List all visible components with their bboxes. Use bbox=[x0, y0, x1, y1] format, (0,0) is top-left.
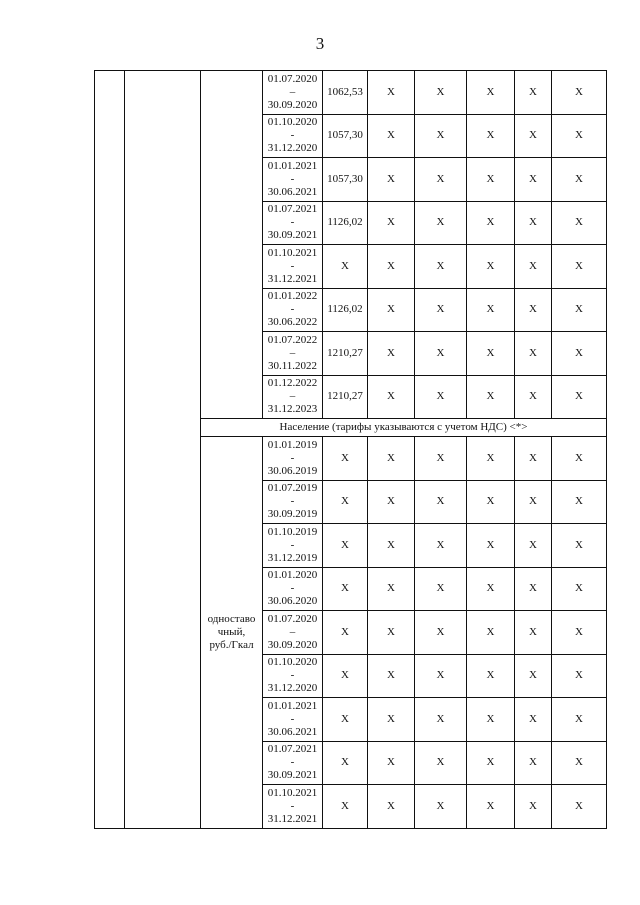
period-to: 31.12.2020 bbox=[267, 142, 318, 155]
period-cell bbox=[263, 524, 323, 568]
period-from: 01.10.2021 bbox=[267, 246, 318, 259]
period-cell bbox=[263, 71, 323, 115]
period-separator: - bbox=[290, 303, 295, 316]
mark-cell: X bbox=[552, 114, 607, 158]
mark-cell: X bbox=[415, 654, 467, 698]
period-cell bbox=[263, 785, 323, 829]
period-cell bbox=[263, 437, 323, 481]
mark-cell: X bbox=[552, 71, 607, 115]
mark-cell: X bbox=[368, 654, 415, 698]
mark-cell: X bbox=[415, 611, 467, 655]
period-to: 30.06.2019 bbox=[267, 464, 318, 477]
mark-cell: X bbox=[552, 288, 607, 332]
value-cell: 1210,27 bbox=[323, 332, 368, 376]
tariff-table bbox=[94, 70, 607, 829]
mark-cell: X bbox=[415, 741, 467, 785]
unit-label-cell bbox=[201, 437, 263, 829]
mark-cell: X bbox=[515, 245, 552, 289]
tariff-table-body bbox=[95, 71, 607, 829]
period-separator: - bbox=[290, 799, 295, 812]
mark-cell: X bbox=[552, 158, 607, 202]
period-to: 30.11.2022 bbox=[267, 359, 318, 372]
value-cell: 1057,30 bbox=[323, 158, 368, 202]
mark-cell: X bbox=[415, 114, 467, 158]
mark-cell: X bbox=[467, 158, 515, 202]
period-from: 01.10.2020 bbox=[267, 656, 318, 669]
period-from: 01.12.2022 bbox=[267, 377, 318, 390]
section-header: Население (тарифы указываются с учетом НДС) <*> bbox=[201, 419, 607, 437]
mark-cell: X bbox=[467, 480, 515, 524]
period-cell bbox=[263, 567, 323, 611]
period-from: 01.01.2021 bbox=[267, 159, 318, 172]
mark-cell: X bbox=[415, 480, 467, 524]
mark-cell: X bbox=[368, 158, 415, 202]
mark-cell: X bbox=[415, 201, 467, 245]
table-row bbox=[95, 71, 607, 115]
value-cell: X bbox=[323, 611, 368, 655]
mark-cell: X bbox=[467, 611, 515, 655]
mark-cell: X bbox=[467, 437, 515, 481]
period-separator: - bbox=[290, 756, 295, 769]
mark-cell: X bbox=[415, 698, 467, 742]
period-cell bbox=[263, 288, 323, 332]
period-from: 01.07.2019 bbox=[267, 482, 318, 495]
period-separator: – bbox=[289, 390, 296, 403]
period-from: 01.07.2022 bbox=[267, 333, 318, 346]
mark-cell: X bbox=[415, 288, 467, 332]
mark-cell: X bbox=[515, 114, 552, 158]
period-cell bbox=[263, 654, 323, 698]
period-cell bbox=[263, 114, 323, 158]
mark-cell: X bbox=[552, 201, 607, 245]
value-cell: X bbox=[323, 437, 368, 481]
unit-label-line: одноставо bbox=[207, 612, 256, 625]
period-to: 30.06.2020 bbox=[267, 595, 318, 608]
period-from: 01.01.2022 bbox=[267, 290, 318, 303]
period-cell bbox=[263, 611, 323, 655]
mark-cell: X bbox=[368, 611, 415, 655]
value-cell: X bbox=[323, 698, 368, 742]
value-cell: X bbox=[323, 480, 368, 524]
mark-cell: X bbox=[368, 245, 415, 289]
mark-cell: X bbox=[467, 698, 515, 742]
mark-cell: X bbox=[415, 245, 467, 289]
mark-cell: X bbox=[368, 332, 415, 376]
number-column-cell bbox=[95, 71, 125, 829]
period-from: 01.07.2021 bbox=[267, 743, 318, 756]
period-cell bbox=[263, 480, 323, 524]
mark-cell: X bbox=[368, 524, 415, 568]
mark-cell: X bbox=[467, 654, 515, 698]
mark-cell: X bbox=[515, 201, 552, 245]
mark-cell: X bbox=[552, 375, 607, 419]
mark-cell: X bbox=[515, 611, 552, 655]
period-from: 01.01.2019 bbox=[267, 438, 318, 451]
unit-label-line: чный, bbox=[217, 625, 246, 638]
period-cell bbox=[263, 245, 323, 289]
mark-cell: X bbox=[368, 201, 415, 245]
value-cell: X bbox=[323, 741, 368, 785]
mark-cell: X bbox=[467, 741, 515, 785]
value-cell: 1062,53 bbox=[323, 71, 368, 115]
value-cell: 1126,02 bbox=[323, 201, 368, 245]
value-cell: 1126,02 bbox=[323, 288, 368, 332]
period-cell bbox=[263, 332, 323, 376]
period-separator: - bbox=[290, 451, 295, 464]
value-cell: X bbox=[323, 245, 368, 289]
period-separator: - bbox=[290, 495, 295, 508]
period-cell bbox=[263, 201, 323, 245]
page-number: 3 bbox=[315, 34, 325, 53]
mark-cell: X bbox=[515, 698, 552, 742]
mark-cell: X bbox=[467, 567, 515, 611]
unit-column-cell bbox=[201, 71, 263, 419]
mark-cell: X bbox=[467, 245, 515, 289]
mark-cell: X bbox=[515, 654, 552, 698]
mark-cell: X bbox=[552, 437, 607, 481]
mark-cell: X bbox=[515, 71, 552, 115]
mark-cell: X bbox=[415, 158, 467, 202]
mark-cell: X bbox=[415, 567, 467, 611]
period-from: 01.10.2021 bbox=[267, 786, 318, 799]
mark-cell: X bbox=[415, 375, 467, 419]
period-cell bbox=[263, 698, 323, 742]
period-separator: - bbox=[290, 172, 295, 185]
mark-cell: X bbox=[515, 785, 552, 829]
value-cell: X bbox=[323, 524, 368, 568]
mark-cell: X bbox=[415, 71, 467, 115]
mark-cell: X bbox=[515, 524, 552, 568]
period-from: 01.07.2021 bbox=[267, 203, 318, 216]
mark-cell: X bbox=[467, 114, 515, 158]
mark-cell: X bbox=[515, 288, 552, 332]
value-cell: X bbox=[323, 567, 368, 611]
mark-cell: X bbox=[368, 698, 415, 742]
period-separator: - bbox=[290, 538, 295, 551]
mark-cell: X bbox=[515, 332, 552, 376]
mark-cell: X bbox=[515, 567, 552, 611]
mark-cell: X bbox=[515, 480, 552, 524]
mark-cell: X bbox=[368, 288, 415, 332]
period-from: 01.01.2020 bbox=[267, 569, 318, 582]
mark-cell: X bbox=[368, 375, 415, 419]
period-to: 30.06.2022 bbox=[267, 316, 318, 329]
mark-cell: X bbox=[415, 524, 467, 568]
mark-cell: X bbox=[515, 375, 552, 419]
mark-cell: X bbox=[368, 785, 415, 829]
mark-cell: X bbox=[415, 332, 467, 376]
mark-cell: X bbox=[467, 524, 515, 568]
mark-cell: X bbox=[467, 201, 515, 245]
period-from: 01.07.2020 bbox=[267, 72, 318, 85]
period-to: 31.12.2023 bbox=[267, 403, 318, 416]
period-separator: - bbox=[290, 259, 295, 272]
period-to: 30.09.2020 bbox=[267, 638, 318, 651]
value-cell: X bbox=[323, 654, 368, 698]
period-from: 01.10.2019 bbox=[267, 525, 318, 538]
mark-cell: X bbox=[552, 524, 607, 568]
period-separator: - bbox=[290, 712, 295, 725]
period-separator: - bbox=[290, 129, 295, 142]
period-to: 30.09.2020 bbox=[267, 98, 318, 111]
mark-cell: X bbox=[515, 158, 552, 202]
period-separator: - bbox=[290, 582, 295, 595]
period-to: 30.09.2021 bbox=[267, 769, 318, 782]
period-cell bbox=[263, 375, 323, 419]
period-from: 01.07.2020 bbox=[267, 612, 318, 625]
mark-cell: X bbox=[467, 375, 515, 419]
value-cell: 1057,30 bbox=[323, 114, 368, 158]
period-separator: – bbox=[289, 346, 296, 359]
mark-cell: X bbox=[368, 437, 415, 481]
mark-cell: X bbox=[552, 567, 607, 611]
mark-cell: X bbox=[368, 480, 415, 524]
period-to: 31.12.2021 bbox=[267, 272, 318, 285]
mark-cell: X bbox=[552, 245, 607, 289]
mark-cell: X bbox=[368, 71, 415, 115]
period-cell bbox=[263, 158, 323, 202]
mark-cell: X bbox=[467, 785, 515, 829]
mark-cell: X bbox=[415, 785, 467, 829]
period-from: 01.10.2020 bbox=[267, 116, 318, 129]
mark-cell: X bbox=[552, 785, 607, 829]
name-column-cell bbox=[125, 71, 201, 829]
mark-cell: X bbox=[552, 480, 607, 524]
mark-cell: X bbox=[467, 332, 515, 376]
mark-cell: X bbox=[368, 741, 415, 785]
period-cell bbox=[263, 741, 323, 785]
mark-cell: X bbox=[515, 437, 552, 481]
mark-cell: X bbox=[467, 288, 515, 332]
period-to: 30.06.2021 bbox=[267, 185, 318, 198]
mark-cell: X bbox=[467, 71, 515, 115]
mark-cell: X bbox=[415, 437, 467, 481]
period-to: 31.12.2021 bbox=[267, 812, 318, 825]
value-cell: 1210,27 bbox=[323, 375, 368, 419]
period-to: 30.06.2021 bbox=[267, 725, 318, 738]
period-separator: – bbox=[289, 625, 296, 638]
mark-cell: X bbox=[368, 567, 415, 611]
period-separator: - bbox=[290, 669, 295, 682]
period-to: 31.12.2019 bbox=[267, 551, 318, 564]
period-separator: - bbox=[290, 216, 295, 229]
period-to: 30.09.2021 bbox=[267, 229, 318, 242]
value-cell: X bbox=[323, 785, 368, 829]
unit-label-line: руб./Гкал bbox=[209, 638, 254, 651]
mark-cell: X bbox=[515, 741, 552, 785]
mark-cell: X bbox=[552, 741, 607, 785]
period-from: 01.01.2021 bbox=[267, 699, 318, 712]
mark-cell: X bbox=[552, 332, 607, 376]
period-separator: – bbox=[289, 85, 296, 98]
mark-cell: X bbox=[552, 654, 607, 698]
mark-cell: X bbox=[552, 611, 607, 655]
mark-cell: X bbox=[552, 698, 607, 742]
mark-cell: X bbox=[368, 114, 415, 158]
period-to: 31.12.2020 bbox=[267, 682, 318, 695]
period-to: 30.09.2019 bbox=[267, 508, 318, 521]
